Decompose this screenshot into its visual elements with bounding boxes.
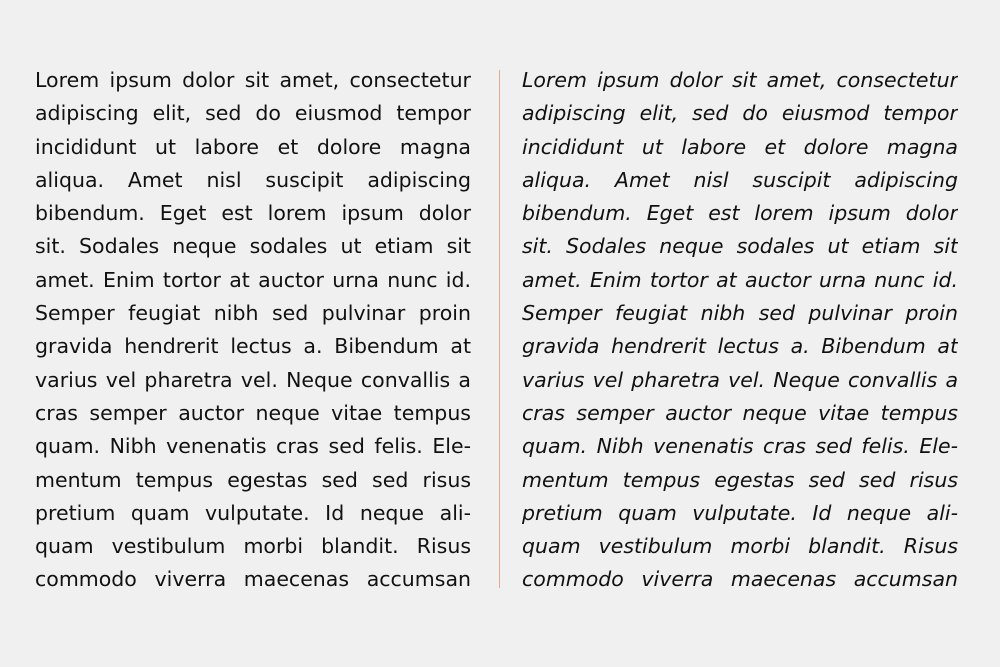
text-line: cras semper auctor neque vitae tempus	[522, 400, 958, 425]
text-line: incididunt ut labore et dolore magna	[522, 134, 958, 159]
text-line: commodo viverra maecenas accumsan	[522, 567, 958, 592]
text-line: bibendum. Eget est lorem ipsum dolor	[35, 201, 471, 226]
text-line: mentum tempus egestas sed sed risus	[35, 467, 471, 492]
text-line: pretium quam vulputate. Id neque ali-	[35, 500, 471, 525]
regular-text-column	[35, 64, 471, 597]
text-line: gravida hendrerit lectus a. Bibendum at	[522, 334, 958, 359]
text-line: pretium quam vulputate. Id neque ali-	[522, 500, 958, 525]
text-line: bibendum. Eget est lorem ipsum dolor	[522, 201, 958, 226]
text-line: aliqua. Amet nisl suscipit adipiscing	[522, 167, 958, 192]
text-line: quam vestibulum morbi blandit. Risus	[522, 534, 958, 559]
text-line: quam. Nibh venenatis cras sed felis. Ele-	[522, 434, 958, 459]
text-line: mentum tempus egestas sed sed risus	[522, 467, 958, 492]
text-line: varius vel pharetra vel. Neque convallis a	[522, 367, 958, 392]
text-line: Lorem ipsum dolor sit amet, consectetur	[35, 68, 471, 92]
text-line: incididunt ut labore et dolore magna	[35, 134, 471, 159]
text-line: cras semper auctor neque vitae tempus	[35, 400, 471, 425]
text-line: sit. Sodales neque sodales ut etiam sit	[522, 234, 958, 259]
text-line: quam. Nibh venenatis cras sed felis. Ele-	[35, 434, 471, 459]
text-line: Semper feugiat nibh sed pulvinar proin	[522, 301, 958, 326]
text-line: Semper feugiat nibh sed pulvinar proin	[35, 301, 471, 326]
text-line: aliqua. Amet nisl suscipit adipiscing	[35, 167, 471, 192]
text-line: amet. Enim tortor at auctor urna nunc id.	[522, 267, 958, 292]
text-line: adipiscing elit, sed do eiusmod tempor	[522, 101, 958, 126]
text-line: quam vestibulum morbi blandit. Risus	[35, 534, 471, 559]
text-line: adipiscing elit, sed do eiusmod tempor	[35, 101, 471, 126]
text-line: amet. Enim tortor at auctor urna nunc id.	[35, 267, 471, 292]
text-line: gravida hendrerit lectus a. Bibendum at	[35, 334, 471, 359]
text-line: varius vel pharetra vel. Neque convallis a	[35, 367, 471, 392]
text-line: sit. Sodales neque sodales ut etiam sit	[35, 234, 471, 259]
text-line: commodo viverra maecenas accumsan	[35, 567, 471, 592]
text-line: Lorem ipsum dolor sit amet, consectetur	[522, 68, 958, 92]
italic-text-column	[522, 64, 958, 597]
column-divider	[499, 70, 500, 588]
